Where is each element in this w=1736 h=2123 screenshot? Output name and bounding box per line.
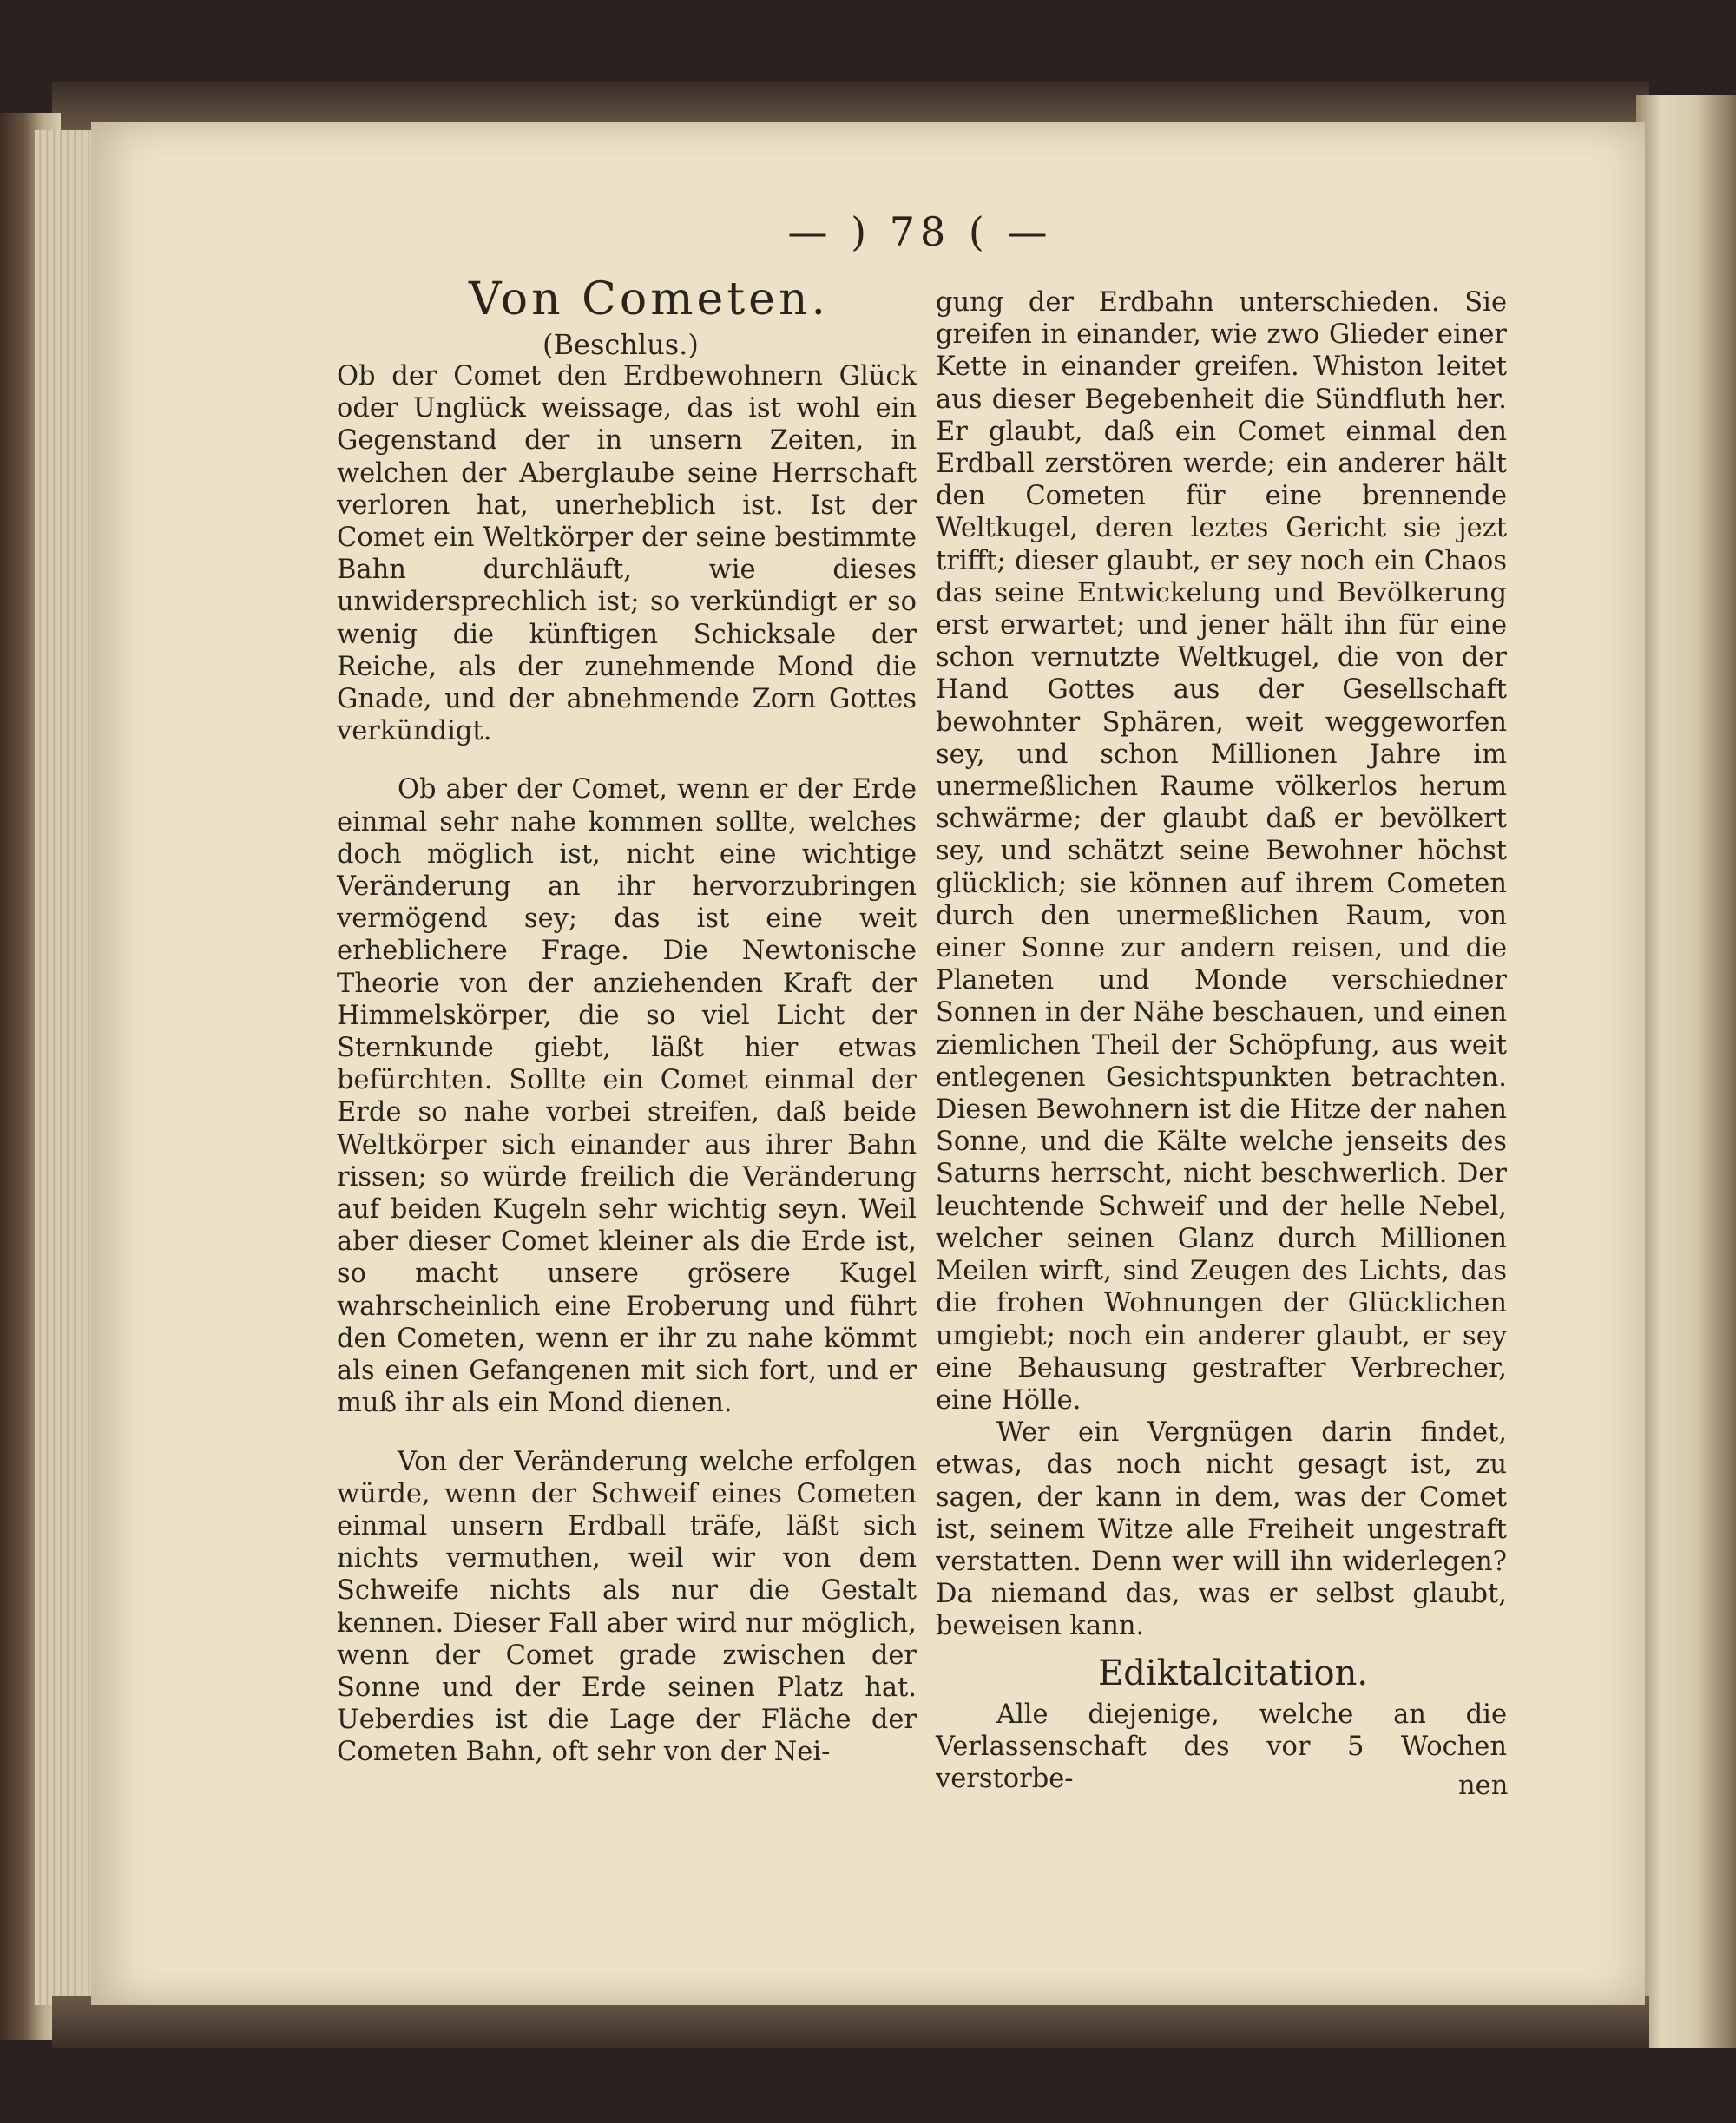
paragraph: Ob aber der Comet, wenn er der Erde einmal sehr nahe kommen sollte, welches doch möglich ist, nicht eine wichtige Veränderung an ihr hervorzubringen vermögend sey; das ist eine weit erheblichere Frage. Die Newtonische Theorie von der anziehenden Kraft der Himmelskörper, die so viel Licht der Sternkunde giebt, läßt hier etwas befürchten. Sollte ein Comet einmal der Erde so nahe vorbei streifen, daß beide Weltkörper sich einander aus ihrer Bahn rissen; so würde freilich die Veränderung auf beiden Kugeln sehr wichtig seyn. Weil aber dieser Comet kleiner als die Erde ist, so macht unsere grösere Kugel wahrscheinlich eine Eroberung und führt den Cometen, wenn er ihr zu nahe kömmt als einen Gefangenen mit sich fort, und er muß ihr als ein Mond dienen. (337, 774, 917, 1419)
right-column (936, 286, 1507, 1643)
notice-heading: Ediktalcitation. (1098, 1653, 1369, 1693)
paragraph: Wer ein Vergnügen darin findet, etwas, das noch nicht gesagt ist, zu sagen, der kann in dem, was der Comet ist, seinem Witze alle Freiheit ungestraft verstatten. Denn wer will ihn widerlegen? Da niemand das, was er selbst glaubt, beweisen kann. (936, 1417, 1507, 1642)
article-subtitle: (Beschlus.) (542, 328, 699, 361)
paragraph: gung der Erdbahn unterschieden. Sie greifen in einander, wie zwo Glieder einer Kette in einander greifen. Whiston leitet aus dieser Begebenheit die Sündfluth her. Er glaubt, daß ein Comet einmal den Erdball zerstören werde; ein anderer hält den Cometen für eine brennende Weltkugel, deren leztes Gericht sie jezt trifft; dieser glaubt, er sey noch ein Chaos das seine Entwickelung und Bevölkerung erst erwartet; und jener hält ihn für eine schon vernutzte Weltkugel, die von der Hand Gottes aus der Gesellschaft bewohnter Sphären, weit weggeworfen sey, und schon Millionen Jahre im unermeßlichen Raume völkerlos herum schwärme; der glaubt daß er bevölkert sey, und schätzt seine Bewohner höchst glücklich; sie können auf ihrem Cometen durch den unermeßlichen Raum, von einer Sonne zur andern reisen, und die Planeten und Monde verschiedner Sonnen in der Nähe beschauen, und einen ziemlichen Theil der Schöpfung, aus weit entlegenen Gesichtspunkten betrachten. Diesen Bewohnern ist die Hitze der nahen Sonne, und die Kälte welche jenseits des Saturns herrscht, nicht beschwerlich. Der leuchtende Schweif und der helle Nebel, welcher seinen Glanz durch Millionen Meilen wirft, sind Zeugen des Lichts, das die frohen Wohnungen der Glücklichen umgiebt; noch ein anderer glaubt, er sey eine Behausung gestrafter Verbrecher, eine Hölle. (936, 287, 1507, 1416)
facing-page-edge (1636, 95, 1736, 2048)
article-title: Von Cometen. (469, 273, 829, 325)
paragraph: Ob der Comet den Erdbewohnern Glück oder Unglück weissage, das ist wohl ein Gegenstand der in unsern Zeiten, in welchen der Aberglaube seine Herrschaft verloren hat, unerheblich ist. Ist der Comet ein Weltkörper der seine bestimmte Bahn durchläuft, wie dieses unwidersprechlich ist; so verkündigt er so wenig die künftigen Schicksale der Reiche, als der zunehmende Mond die Gnade, und der abnehmende Zorn Gottes verkündigt. (337, 361, 917, 747)
left-column (337, 360, 917, 1769)
notice-text (936, 1699, 1507, 1796)
paragraph: Von der Veränderung welche erfolgen würde, wenn der Schweif eines Cometen einmal unsern Erdball träfe, läßt sich nichts vermuthen, weil wir von dem Schweife nichts als nur die Gestalt kennen. Dieser Fall aber wird nur möglich, wenn der Comet grade zwischen der Sonne und der Erde seinen Platz hat. Ueberdies ist die Lage der Fläche der Cometen Bahn, oft sehr von der Nei- (337, 1446, 917, 1768)
paragraph: Alle diejenige, welche an die Verlassenschaft des vor 5 Wochen verstorbe- (936, 1699, 1507, 1795)
catchword: nen (1458, 1771, 1509, 1801)
page-number: — ) 78 ( — (787, 208, 1053, 255)
